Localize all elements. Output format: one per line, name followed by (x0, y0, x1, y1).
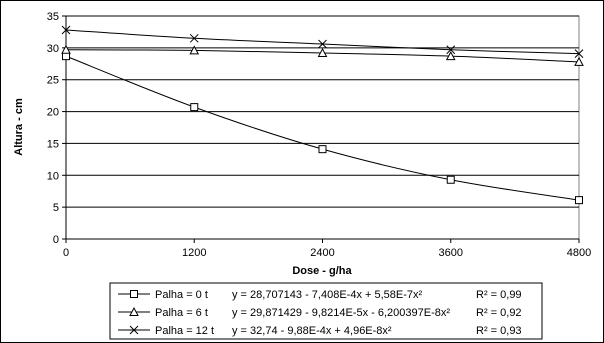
legend-equation: y = 29,871429 - 9,8214E-5x - 6,200397E-8x² (232, 307, 451, 319)
x-tick-label: 4800 (566, 247, 592, 259)
data-point-square (576, 197, 583, 204)
y-tick-label: 5 (52, 202, 59, 215)
legend-equation: y = 28,707143 - 7,408E-4x + 5,58E-7x² (232, 289, 423, 301)
x-tick-label: 2400 (310, 247, 335, 259)
y-axis-title: Altura - cm (13, 98, 25, 156)
data-point-square (447, 176, 454, 183)
x-tick-label: 3600 (438, 247, 463, 259)
y-tick-label: 20 (46, 106, 59, 119)
legend-r-squared: R² = 0,93 (476, 325, 522, 337)
y-tick-label: 10 (46, 170, 59, 183)
legend-series-name: Palha = 12 t (155, 325, 215, 337)
y-tick-label: 35 (46, 11, 59, 23)
legend-r-squared: R² = 0,99 (476, 289, 522, 301)
legend-series-name: Palha = 6 t (155, 307, 208, 319)
y-tick-label: 25 (46, 74, 59, 87)
x-tick-label: 0 (62, 247, 70, 259)
x-tick-label: 1200 (182, 247, 207, 259)
legend-r-squared: R² = 0,92 (476, 307, 522, 319)
y-tick-label: 0 (52, 234, 59, 246)
data-point-square (191, 104, 198, 111)
legend-equation: y = 32,74 - 9,88E-4x + 4,96E-8x² (232, 325, 392, 337)
data-point-square (319, 146, 326, 153)
legend-marker-square (131, 291, 138, 298)
x-axis-title: Dose - g/ha (292, 265, 352, 277)
y-tick-label: 30 (46, 42, 59, 55)
y-tick-label: 15 (46, 138, 59, 151)
legend-series-name: Palha = 0 t (155, 289, 208, 301)
